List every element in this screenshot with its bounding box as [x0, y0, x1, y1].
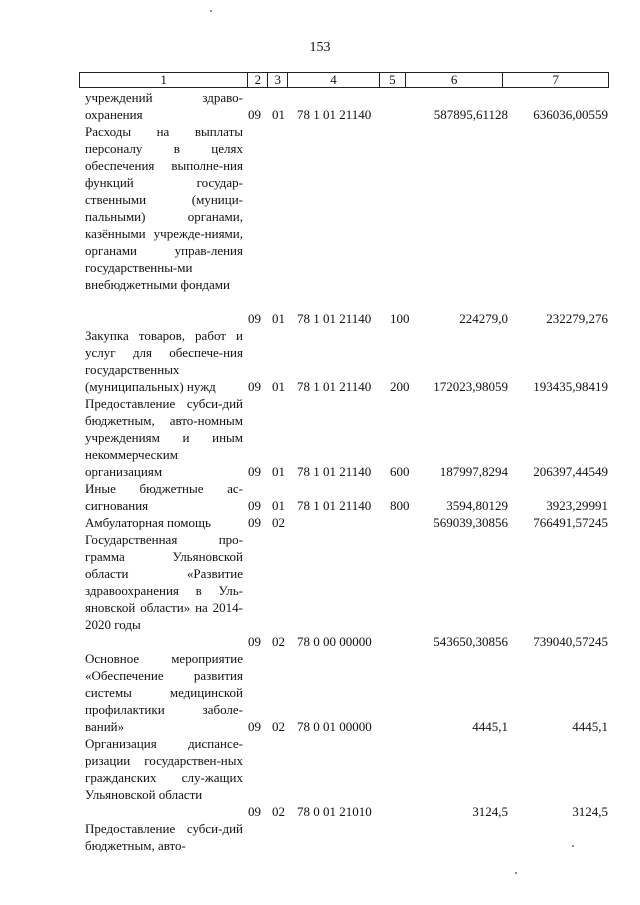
amount-year-1: 3124,5 — [472, 804, 508, 819]
amount-year-1: 187997,8294 — [439, 464, 508, 479]
table-row — [0, 531, 640, 650]
target-article-code: 78 1 01 21140 — [297, 107, 372, 122]
table-row — [0, 480, 640, 514]
section-code: 09 — [248, 719, 261, 734]
row-description: Основное мероприятие «Обеспечение развития системы медицинской профилактики заболе-ваний» — [85, 651, 243, 734]
header-col-6: 6 — [406, 73, 504, 87]
table-row — [0, 327, 640, 395]
budget-table-body — [0, 89, 640, 854]
section-code: 09 — [248, 498, 261, 513]
table-row — [0, 650, 640, 735]
target-article-code: 78 1 01 21140 — [297, 464, 372, 479]
subsection-code: 02 — [272, 515, 285, 530]
header-col-5: 5 — [380, 73, 406, 87]
row-values — [0, 718, 640, 735]
header-col-1: 1 — [80, 73, 248, 87]
row-description: Государственная про-грамма Ульяновской области «Развитие здравоохранения в Уль-яновской области» на 2014-2020 годы — [85, 532, 243, 632]
table-row — [0, 89, 640, 123]
scan-speck — [210, 10, 212, 12]
target-article-code: 78 1 01 21140 — [297, 311, 372, 326]
table-row — [0, 514, 640, 531]
subsection-code: 02 — [272, 719, 285, 734]
target-article-code: 78 1 01 21140 — [297, 498, 372, 513]
row-values — [0, 463, 640, 480]
amount-year-2: 3124,5 — [572, 804, 608, 819]
header-col-2: 2 — [248, 73, 268, 87]
subsection-code: 01 — [272, 498, 285, 513]
page-number: 153 — [309, 40, 331, 55]
row-description: Закупка товаров, работ и услуг для обеспече-ния государственных (муниципальных) нужд — [85, 328, 243, 394]
row-values — [0, 837, 640, 854]
row-description: Предоставление субси-дий бюджетным, авто- — [85, 821, 243, 853]
table-row — [0, 820, 640, 854]
amount-year-2: 232279,276 — [546, 311, 608, 326]
row-values — [0, 497, 640, 514]
row-values — [0, 378, 640, 395]
target-article-code: 78 1 01 21140 — [297, 379, 372, 394]
row-description: Амбулаторная помощь — [85, 515, 211, 530]
subsection-code: 01 — [272, 464, 285, 479]
row-description: Иные бюджетные ас-сигнования — [85, 481, 243, 513]
section-code: 09 — [248, 464, 261, 479]
row-description: Предоставление субси-дий бюджетным, авто-номным учреждениям и иным некоммерческим организациям — [85, 396, 243, 479]
amount-year-2: 766491,57245 — [533, 515, 608, 530]
subsection-code: 02 — [272, 634, 285, 649]
row-values — [0, 633, 640, 650]
subsection-code: 01 — [272, 107, 285, 122]
section-code: 09 — [248, 634, 261, 649]
row-description: учреждений здраво-охранения — [85, 90, 243, 122]
subsection-code: 01 — [272, 379, 285, 394]
table-header — [79, 72, 609, 88]
amount-year-2: 193435,98419 — [533, 379, 608, 394]
row-values — [0, 310, 640, 327]
subsection-code: 02 — [272, 804, 285, 819]
target-article-code: 78 0 01 21010 — [297, 804, 372, 819]
table-row — [0, 395, 640, 480]
amount-year-1: 543650,30856 — [433, 634, 508, 649]
row-description: Организация диспансе-ризации государствен-ных гражданских слу-жащих Ульяновской области — [85, 736, 243, 802]
amount-year-1: 224279,0 — [459, 311, 508, 326]
amount-year-1: 587895,61128 — [433, 107, 508, 122]
row-values — [0, 106, 640, 123]
section-code: 09 — [248, 311, 261, 326]
amount-year-1: 3594,80129 — [446, 498, 508, 513]
amount-year-2: 739040,57245 — [533, 634, 608, 649]
row-values — [0, 803, 640, 820]
section-code: 09 — [248, 379, 261, 394]
amount-year-1: 172023,98059 — [433, 379, 508, 394]
amount-year-2: 3923,29991 — [546, 498, 608, 513]
expense-type-code: 600 — [390, 464, 410, 479]
subsection-code: 01 — [272, 311, 285, 326]
target-article-code: 78 0 00 00000 — [297, 634, 372, 649]
table-row — [0, 735, 640, 820]
expense-type-code: 800 — [390, 498, 410, 513]
amount-year-1: 569039,30856 — [433, 515, 508, 530]
amount-year-2: 4445,1 — [572, 719, 608, 734]
row-values — [0, 514, 640, 531]
target-article-code: 78 0 01 00000 — [297, 719, 372, 734]
header-col-3: 3 — [268, 73, 288, 87]
row-description: Расходы на выплаты персоналу в целях обеспечения выполне-ния функций государ-ственными (муници-пальными) органами, казёнными учрежде-ниями, органами управ-ления государственны-ми внебюджетными фондами — [85, 124, 243, 292]
section-code: 09 — [248, 515, 261, 530]
scan-speck — [515, 872, 517, 874]
table-row — [0, 123, 640, 327]
amount-year-1: 4445,1 — [472, 719, 508, 734]
expense-type-code: 200 — [390, 379, 410, 394]
header-col-7: 7 — [552, 72, 559, 87]
section-code: 09 — [248, 804, 261, 819]
section-code: 09 — [248, 107, 261, 122]
expense-type-code: 100 — [390, 311, 410, 326]
amount-year-2: 206397,44549 — [533, 464, 608, 479]
amount-year-2: 636036,00559 — [533, 107, 608, 122]
header-col-4: 4 — [288, 73, 380, 87]
